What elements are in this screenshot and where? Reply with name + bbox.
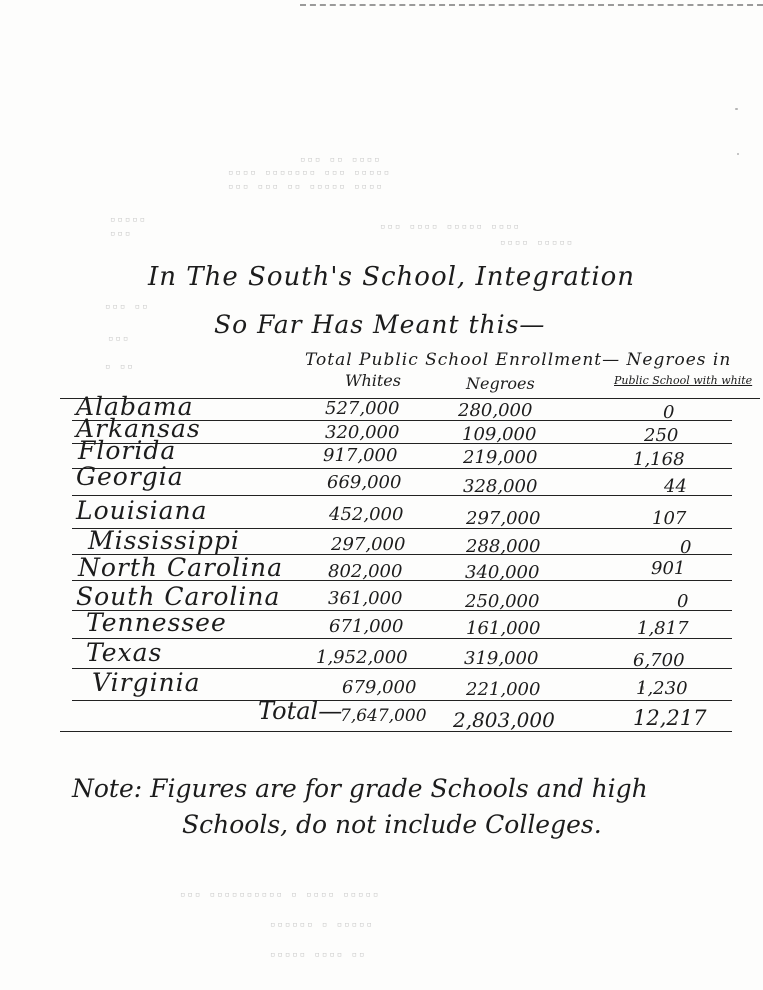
table-rule [72,700,732,701]
bleed-through-mark: ▫▫▫ ▫▫▫▫ ▫▫▫▫▫ ▫▫▫▫ [380,222,521,232]
negroes-value: 250,000 [465,591,540,612]
total-whites-value: 7,647,000 [340,706,427,726]
bleed-through-mark: ▫▫▫▫▫ ▫▫▫▫ ▫▫ [270,950,367,960]
document-subtitle: So Far Has Meant this— [214,310,546,339]
in-school-value: 1,817 [637,618,689,639]
in-school-value: 1,168 [633,449,685,470]
bleed-through-mark: ▫ ▫▫ [105,362,135,372]
bleed-through-mark: ▫▫▫ ▫▫▫ ▫▫ ▫▫▫▫▫ ▫▫▫▫ [228,182,384,192]
whites-value: 802,000 [328,561,403,582]
table-rule [72,638,732,639]
whites-value: 1,952,000 [316,647,408,668]
in-school-value: 0 [680,537,692,558]
paper-speck [735,108,738,110]
negroes-value: 280,000 [458,400,533,421]
total-label: Total— [258,697,343,725]
paper-speck [737,153,739,155]
negroes-value: 297,000 [466,508,541,529]
whites-value: 671,000 [329,616,404,637]
negroes-value: 340,000 [465,562,540,583]
state-name: Alabama [76,392,194,421]
document-title: In The South's School, Integration [148,262,636,292]
column-header-whites: Whites [345,371,401,390]
state-name: Texas [86,638,163,667]
bleed-through-mark: ▫▫▫▫▫▫ ▫ ▫▫▫▫▫ [270,920,374,930]
bleed-through-mark: ▫▫▫▫ ▫▫▫▫▫▫▫ ▫▫▫ ▫▫▫▫▫ [228,168,392,178]
negroes-value: 288,000 [466,536,541,557]
state-name: Virginia [92,668,201,697]
in-school-value: 107 [652,508,687,529]
whites-value: 297,000 [331,534,406,555]
page-top-edge [300,0,763,6]
negroes-value: 221,000 [466,679,541,700]
in-school-value: 6,700 [633,650,685,671]
bleed-through-mark: ▫▫▫ ▫▫ ▫▫▫▫ [300,155,382,165]
in-school-value: 0 [677,591,689,612]
negroes-value: 109,000 [462,424,537,445]
in-school-value: 44 [664,476,687,497]
state-name: Mississippi [88,526,240,555]
bleed-through-mark: ▫▫▫ [108,334,131,344]
whites-value: 320,000 [325,422,400,443]
footnote-line-1: Note: Figures are for grade Schools and high [72,774,648,803]
bleed-through-mark: ▫▫▫▫▫ [110,215,148,225]
total-in-school-value: 12,217 [633,706,707,730]
column-header-in-school: Public School with white [614,374,753,387]
negroes-value: 219,000 [463,447,538,468]
table-rule [60,731,732,732]
bleed-through-mark: ▫▫▫ ▫▫ [105,302,150,312]
in-school-value: 250 [644,425,679,446]
bleed-through-mark: ▫▫▫ ▫▫▫▫▫▫▫▫▫▫ ▫ ▫▫▫▫ ▫▫▫▫▫ [180,890,381,900]
state-name: Louisiana [76,496,208,525]
whites-value: 679,000 [342,677,417,698]
state-name: South Carolina [76,582,281,611]
in-school-value: 1,230 [636,678,688,699]
negroes-value: 328,000 [463,476,538,497]
column-header-negroes: Negroes [466,374,535,393]
whites-value: 527,000 [325,398,400,419]
whites-value: 917,000 [323,445,398,466]
state-name: Arkansas [76,414,201,443]
whites-value: 361,000 [328,588,403,609]
negroes-value: 319,000 [464,648,539,669]
in-school-value: 0 [663,402,675,423]
bleed-through-mark: ▫▫▫ [110,229,133,239]
negroes-value: 161,000 [466,618,541,639]
whites-value: 452,000 [329,504,404,525]
bleed-through-mark: ▫▫▫▫ ▫▫▫▫▫ [500,238,575,248]
state-name: North Carolina [78,553,284,582]
whites-value: 669,000 [327,472,402,493]
footnote-line-2: Schools, do not include Colleges. [182,810,602,839]
table-header-enrollment: Total Public School Enrollment— Negroes in [305,350,732,370]
state-name: Georgia [76,462,184,491]
state-name: Tennessee [86,608,227,637]
in-school-value: 901 [651,558,686,579]
state-name: Florida [78,436,177,465]
total-negroes-value: 2,803,000 [453,708,555,732]
